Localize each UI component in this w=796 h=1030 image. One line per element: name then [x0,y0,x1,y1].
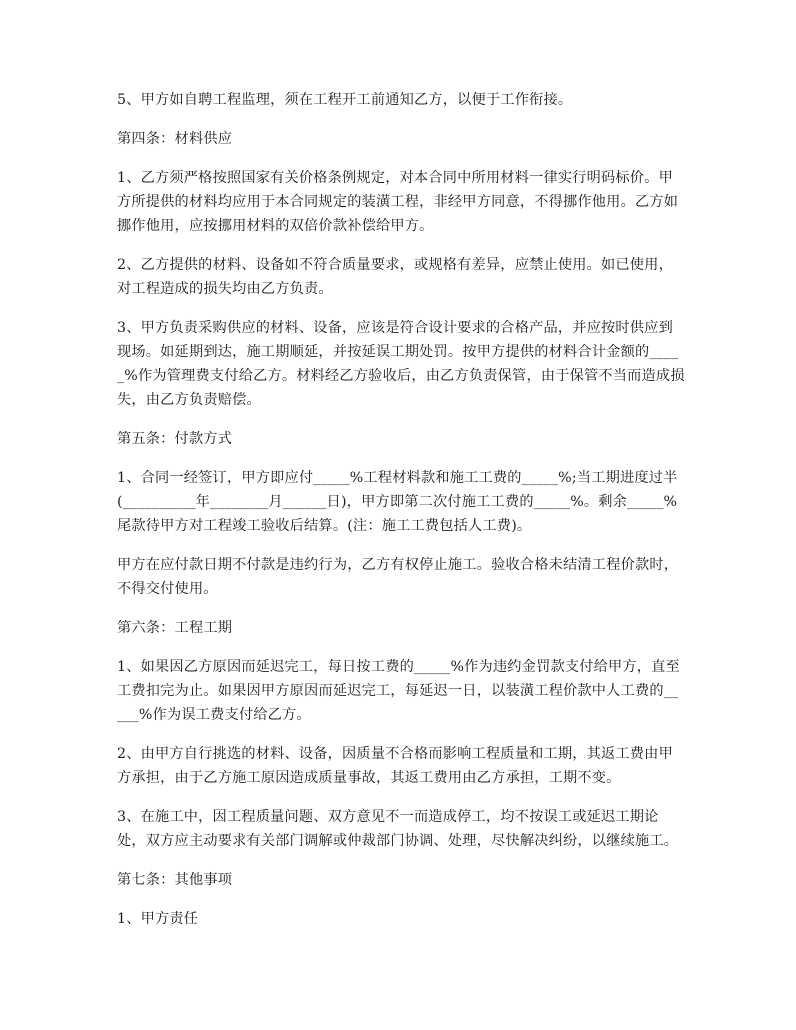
article-5-heading: 第五条：付款方式 [117,431,233,447]
article-6-clause-3: 3、在施工中，因工程质量问题、双方意见不一而造成停工，均不按误工或延迟工期论处，双方应主动要求有关部门调解或仲裁部门协调、处理，尽快解决纠纷，以继续施工。 [117,809,679,849]
article-5-clause-1: 1、合同一经签订，甲方即应付_____%工程材料款和施工工费的_____%;当工期进度过半(__________年________月______日)，甲方即第二次付施工工费的_____%。剩余_____%尾款待甲方对工程竣工验收后结算。(注：施工工费包括人工费)。 [117,470,678,534]
article-5-payment-note: 甲方在应付款日期不付款是违约行为，乙方有权停止施工。验收合格未结清工程价款时，不得交付使用。 [117,557,679,597]
article-6-clause-1: 1、如果因乙方原因而延迟完工，每日按工费的_____%作为违约金罚款支付给甲方，直至工费扣完为止。如果因甲方原因而延迟完工，每延迟一日，以装潢工程价款中人工费的_____%作为误工费支付给乙方。 [117,659,680,723]
clause-5-supervision-notice: 5、甲方如自聘工程监理，须在工程开工前通知乙方，以便于工作衔接。 [117,92,573,108]
article-7-clause-1: 1、甲方责任 [117,911,199,927]
article-4-heading: 第四条：材料供应 [117,131,233,147]
article-4-clause-2: 2、乙方提供的材料、设备如不符合质量要求，或规格有差异，应禁止使用。如已使用，对工程造成的损失均由乙方负责。 [117,257,673,297]
article-4-clause-3: 3、甲方负责采购供应的材料、设备，应该是符合设计要求的合格产品，并应按时供应到现场。如延期到达，施工期顺延，并按延误工期处罚。按甲方提供的材料合计金额的_____%作为管理费支付给乙方。材料经乙方验收后，由乙方负责保管，由于保管不当而造成损失，由乙方负责赔偿。 [117,320,685,408]
document-page [117,88,685,946]
article-4-clause-1: 1、乙方须严格按照国家有关价格条例规定，对本合同中所用材料一律实行明码标价。甲方所提供的材料均应用于本合同规定的装潢工程，非经甲方同意，不得挪作他用。乙方如挪作他用，应按挪用材料的双倍价款补偿给甲方。 [117,170,679,234]
article-6-heading: 第六条：工程工期 [117,620,233,636]
article-7-heading: 第七条：其他事项 [117,872,233,888]
article-6-clause-2: 2、由甲方自行挑选的材料、设备，因质量不合格而影响工程质量和工期，其返工费由甲方承担，由于乙方施工原因造成质量事故，其返工费用由乙方承担，工期不变。 [117,746,673,786]
